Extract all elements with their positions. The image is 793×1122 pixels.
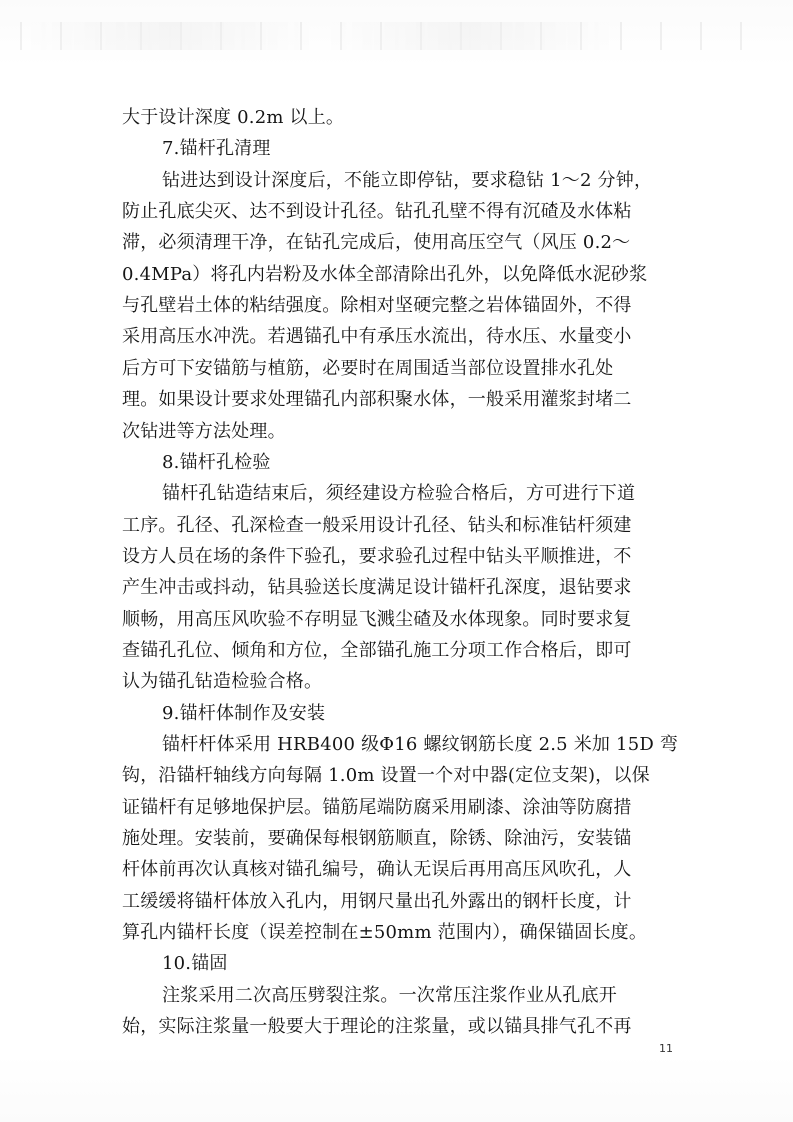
body-line-22: 钩，沿锚杆轴线方向每隔 1.0m 设置一个对中器(定位支架)，以保 [122, 765, 650, 787]
section-heading-8: 8.锚杆孔检验 [162, 451, 271, 473]
body-line-14: 工序。孔径、孔深检查一般采用设计孔径、钻头和标准钻杆须建 [122, 514, 632, 536]
body-line-23: 证锚杆有足够地保护层。锚筋尾端防腐采用刷漆、涂油等防腐措 [122, 796, 632, 818]
body-line-18: 查锚孔孔位、倾角和方位，全部锚孔施工分项工作合格后，即可 [122, 639, 632, 661]
body-line-13: 锚杆孔钻造结束后，须经建设方检验合格后，方可进行下道 [162, 483, 636, 505]
body-line-10: 理。如果设计要求处理锚孔内部积聚水体，一般采用灌浆封堵二 [122, 389, 632, 411]
body-line-17: 顺畅，用高压风吹验不存明显飞溅尘碴及水体现象。同时要求复 [122, 608, 632, 630]
body-line-4: 防止孔底尖灭、达不到设计孔径。钻孔孔壁不得有沉碴及水体粘 [122, 201, 632, 223]
body-line-5: 滞，必须清理干净，在钻孔完成后，使用高压空气（风压 0.2～ [122, 232, 631, 254]
body-line-8: 采用高压水冲洗。若遇锚孔中有承压水流出，待水压、水量变小 [122, 326, 632, 348]
section-heading-9: 9.锚杆体制作及安装 [162, 702, 326, 724]
section-heading-7: 7.锚杆孔清理 [162, 138, 271, 160]
page-number: 11 [659, 1042, 673, 1055]
body-line-19: 认为锚孔钻造检验合格。 [122, 671, 323, 693]
body-line-27: 算孔内锚杆长度（误差控制在±50mm 范围内），确保锚固长度。 [122, 922, 648, 944]
section-heading-10: 10.锚固 [162, 953, 228, 975]
scan-bleed-through [20, 22, 770, 50]
body-line-9: 后方可下安锚筋与植筋，必要时在周围适当部位设置排水孔处 [122, 357, 614, 379]
body-line-1: 大于设计深度 0.2m 以上。 [122, 107, 345, 128]
body-line-3: 钻进达到设计深度后，不能立即停钻，要求稳钻 1～2 分钟， [162, 169, 653, 191]
body-line-25: 杆体前再次认真核对锚孔编号，确认无误后再用高压风吹孔，人 [122, 859, 632, 881]
body-line-11: 次钻进等方法处理。 [122, 420, 286, 442]
body-line-6: 0.4MPa）将孔内岩粉及水体全部清除出孔外，以免降低水泥砂浆 [122, 263, 648, 285]
body-line-30: 始，实际注浆量一般要大于理论的注浆量，或以锚具排气孔不再 [122, 1016, 632, 1038]
body-line-26: 工缓缓将锚杆体放入孔内，用钢尺量出孔外露出的钢杆长度，计 [122, 890, 632, 912]
body-line-21: 锚杆杆体采用 HRB400 级Φ16 螺纹钢筋长度 2.5 米加 15D 弯 [162, 734, 679, 755]
body-line-24: 施处理。安装前，要确保每根钢筋顺直，除锈、除油污，安装锚 [122, 828, 632, 850]
body-line-7: 与孔壁岩土体的粘结强度。除相对坚硬完整之岩体锚固外，不得 [122, 295, 632, 317]
body-line-15: 设方人员在场的条件下验孔，要求验孔过程中钻头平顺推进，不 [122, 545, 632, 567]
body-line-16: 产生冲击或抖动，钻具验送长度满足设计锚杆孔深度，退钻要求 [122, 577, 632, 599]
body-line-29: 注浆采用二次高压劈裂注浆。一次常压注浆作业从孔底开 [162, 984, 617, 1006]
